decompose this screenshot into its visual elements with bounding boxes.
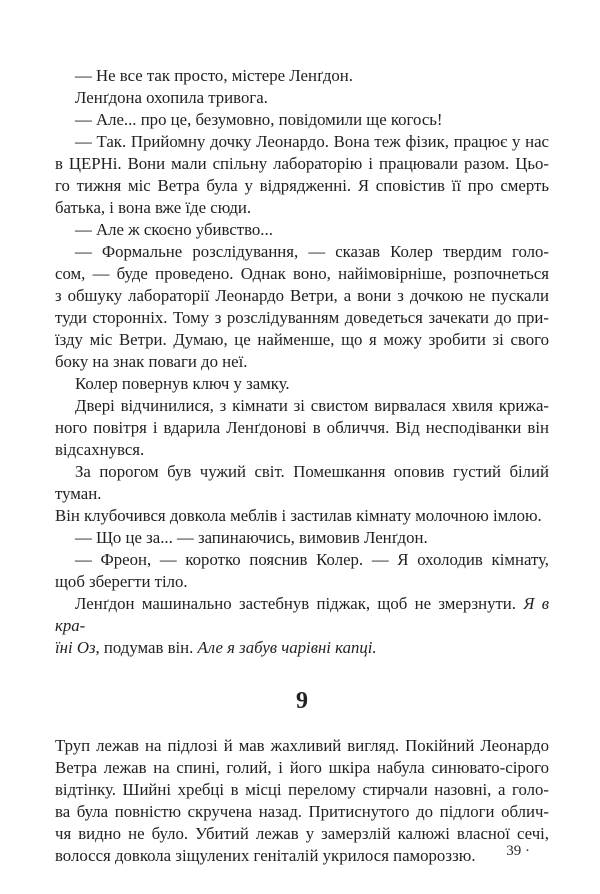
text-line: відсахнувся.	[55, 440, 145, 459]
paragraph	[55, 109, 549, 131]
text-line: Ленґдона охопила тривога.	[75, 88, 268, 107]
paragraph	[55, 527, 549, 549]
text-line: їзду міс Ветри. Думаю, це найменше, що я можу зробити зі свого	[55, 330, 549, 349]
page-number: 39 ·	[506, 843, 530, 859]
text-line: го тижня міс Ветра була у відрядженні. Я сповістив її про смерть	[55, 176, 549, 195]
text-line: Труп лежав на підлозі й мав жахливий вигляд. Покійний Леонардо	[55, 736, 549, 755]
text-line: — Фреон, — коротко пояснив Колер. — Я охолодив кімнату,	[75, 550, 549, 569]
text-line: Він клубочився довкола меблів і застилав кімнату молочною імлою.	[55, 506, 542, 525]
chapter-8-text	[55, 65, 549, 659]
chapter-9-text	[55, 735, 549, 867]
text-line: батька, і вона вже їде сюди.	[55, 198, 252, 217]
text-line: Двері відчинилися, з кімнати зі свистом вирвалася хвиля крижа-	[75, 396, 549, 415]
paragraph	[55, 65, 549, 87]
paragraph	[55, 549, 549, 593]
text-line: — Що це за... — запинаючись, вимовив Ленґдон.	[75, 528, 428, 547]
text-line: відтінку. Шийні хребці в місці перелому стирчали назовні, а голо-	[55, 780, 549, 799]
text-line: Ленґдон машинально застебнув піджак, щоб не змерзнути. Я в кра-	[55, 594, 549, 635]
text-line: — Так. Прийомну дочку Леонардо. Вона теж фізик, працює у нас	[75, 132, 549, 151]
paragraph	[55, 735, 549, 867]
page-text	[55, 65, 549, 867]
paragraph	[55, 87, 549, 109]
paragraph	[55, 373, 549, 395]
text-line: туди сторонніх. Тому з розслідуванням доведеться зачекати до при-	[55, 308, 549, 327]
text-line: — Але ж скоєно убивство...	[75, 220, 273, 239]
text-line: боку на знак поваги до неї.	[55, 352, 248, 371]
text-line: щоб зберегти тіло.	[55, 572, 188, 591]
paragraph	[55, 241, 549, 373]
paragraph	[55, 131, 549, 219]
text-line: — Не все так просто, містере Ленґдон.	[75, 66, 353, 85]
text-line: сом, — буде проведено. Однак воно, найімовірніше, розпочнеться	[55, 264, 549, 283]
paragraph	[55, 395, 549, 461]
text-line: ва була повністю скручена назад. Притиснутого до підлоги облич-	[55, 802, 549, 821]
text-line: Колер повернув ключ у замку.	[75, 374, 290, 393]
text-line: За порогом був чужий світ. Помешкання оповив густий білий туман.	[55, 462, 549, 503]
paragraph	[55, 461, 549, 527]
text-line: їні Оз, подумав він. Але я забув чарівні капці.	[55, 638, 377, 657]
text-line: Ветра лежав на спині, голий, і його шкіра набула синювато-сірого	[55, 758, 549, 777]
text-line: — Формальне розслідування, — сказав Колер твердим голо-	[75, 242, 549, 261]
text-line: в ЦЕРНі. Вони мали спільну лабораторію і працювали разом. Цьо-	[55, 154, 549, 173]
text-line: з обшуку лабораторії Леонардо Ветри, а вони з дочкою не пускали	[55, 286, 549, 305]
text-line: волосся довкола зіщулених геніталій укрилося памороззю.	[55, 846, 476, 865]
paragraph	[55, 593, 549, 659]
paragraph	[55, 219, 549, 241]
text-line: ного повітря і вдарила Ленґдонові в обличчя. Від несподіванки він	[55, 418, 549, 437]
text-line: — Але... про це, безумовно, повідомили ще когось!	[75, 110, 443, 129]
chapter-heading: 9	[296, 688, 308, 714]
text-line: чя видно не було. Убитий лежав у замерзлій калюжі власної сечі,	[55, 824, 549, 843]
